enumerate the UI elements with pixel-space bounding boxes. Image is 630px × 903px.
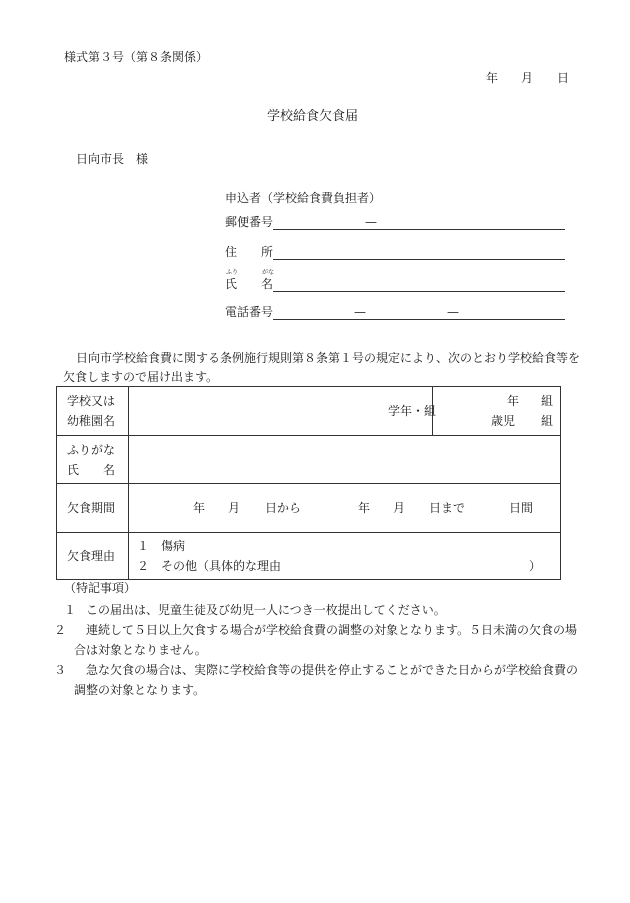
period-to-month: 月 [393, 501, 406, 515]
reason-cell[interactable] [129, 533, 561, 580]
phone-label: 電話番号 [225, 305, 274, 319]
name-ruby-1: ふり [226, 269, 239, 276]
postal-code-field[interactable] [273, 215, 565, 230]
student-name-label: 氏 名 [67, 462, 116, 477]
phone-field[interactable] [273, 305, 565, 320]
period-from-year: 年 [193, 501, 206, 515]
period-to-year: 年 [358, 501, 371, 515]
reason-option-1[interactable]: １ 傷病 [137, 539, 186, 553]
note-item-1: １ この届出は、児童生徒及び幼児一人につき一枚提出してください。 [64, 603, 446, 617]
intro-line-1: 日向市学校給食費に関する条例施行規則第８条第１号の規定により、次のとおり学校給食等を [76, 351, 581, 365]
school-label-2: 幼稚園名 [67, 414, 116, 428]
reason-close-paren: ） [529, 559, 542, 573]
date-year-label: 年 [486, 71, 499, 85]
reason-row [57, 533, 561, 580]
grade-label: 学年・組 [388, 404, 437, 418]
form-number: 様式第３号（第８条関係） [64, 50, 209, 64]
student-name-label-cell [57, 436, 129, 484]
period-days: 日間 [509, 501, 534, 515]
student-name-cell[interactable] [129, 436, 561, 484]
note-item-2: ２ 連続して５日以上欠食する場合が学校給食費の調整の対象となります。５日未満の欠食の場合は対象となりません。 [54, 623, 578, 657]
period-from-month: 月 [228, 501, 241, 515]
reason-label: 欠食理由 [67, 549, 116, 563]
date-day-label: 日 [557, 71, 570, 85]
applicant-name-field[interactable] [273, 277, 565, 292]
age-year: 歳児 [491, 414, 516, 428]
school-row [57, 387, 561, 436]
period-to-day: 日まで [429, 501, 466, 515]
period-cell[interactable] [129, 484, 561, 533]
notes-heading: （特記事項） [64, 581, 137, 595]
period-label-cell [57, 484, 129, 533]
furigana-label: ふりがな [67, 442, 116, 457]
school-label-cell [57, 387, 129, 436]
school-label-1: 学校又は [67, 394, 116, 408]
grade-class-cell[interactable] [433, 387, 561, 436]
phone-separator-1: — [354, 305, 366, 319]
date-month-label: 月 [521, 71, 534, 85]
grade-class: 組 [541, 394, 554, 408]
period-from-day: 日から [265, 501, 302, 515]
postal-label: 郵便番号 [225, 215, 274, 229]
phone-separator-2: — [447, 305, 459, 319]
reason-label-cell [57, 533, 129, 580]
form-title: 学校給食欠食届 [267, 109, 359, 124]
name-row [57, 436, 561, 484]
addressee: 日向市長 様 [76, 152, 149, 166]
grade-year: 年 [507, 394, 520, 408]
address-label: 住 所 [225, 245, 274, 259]
intro-line-2: 欠食しますので届け出ます。 [63, 370, 219, 384]
note-item-3: ３ 急な欠食の場合は、実際に学校給食等の提供を停止することができた日からが学校給食費の調整の対象となります。 [54, 663, 579, 697]
name-label-1: 氏 [225, 277, 238, 291]
absence-table [56, 386, 561, 580]
postal-separator: — [365, 215, 377, 229]
name-ruby-2: がな [262, 269, 275, 276]
age-class: 組 [541, 414, 554, 428]
reason-option-2[interactable]: ２ その他（具体的な理由 [137, 559, 282, 573]
address-field[interactable] [273, 245, 565, 260]
name-label-2: 名 [261, 277, 274, 291]
applicant-heading: 申込者（学校給食費負担者） [225, 191, 382, 205]
period-row [57, 484, 561, 533]
school-name-cell[interactable] [129, 387, 437, 436]
period-label: 欠食期間 [67, 501, 116, 515]
